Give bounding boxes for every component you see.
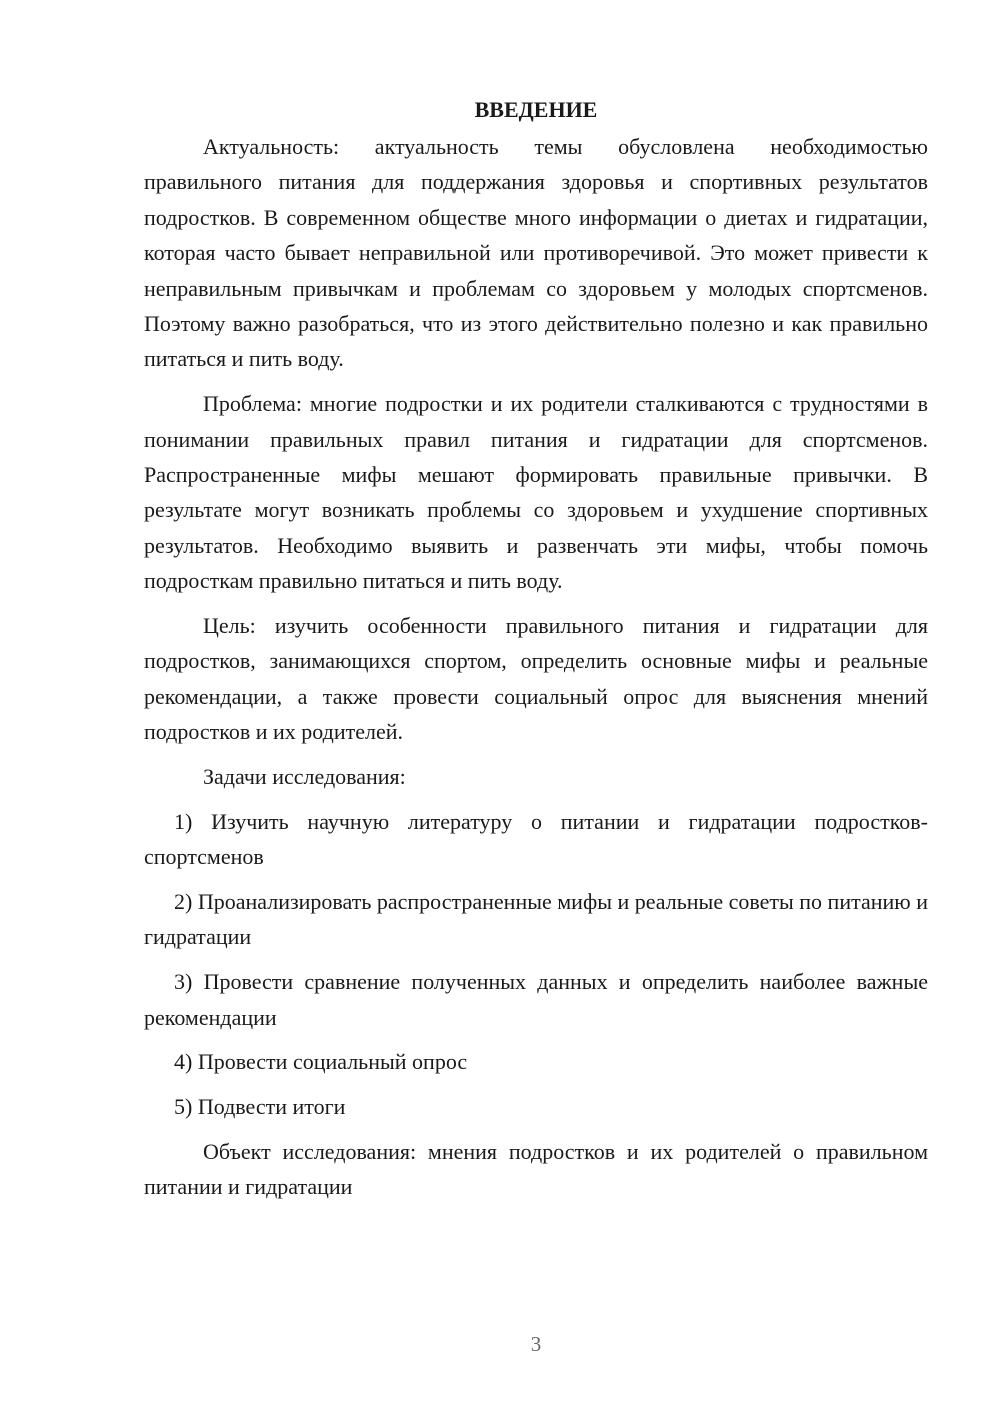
problem-paragraph: Проблема: многие подростки и их родители сталкиваются с трудностями в понимании правильных правил питания и гидратации для спортсменов. Распространенные мифы мешают формировать правильные привычки. В результате могут возникать проблемы со здоровьем и ухудшение спортивных результатов. Необходимо выявить и развенчать эти мифы, чтобы помочь подросткам правильно питаться и пить воду. bbox=[144, 391, 928, 594]
tasks-heading: Задачи исследования: bbox=[203, 764, 406, 790]
task-item: 4) Провести социальный опрос bbox=[174, 1049, 468, 1075]
goal-paragraph: Цель: изучить особенности правильного питания и гидратации для подростков, занимающихся спортом, определить основные мифы и реальные рекомендации, а также провести социальный опрос для выяснения мнений подростков и их родителей. bbox=[144, 613, 928, 745]
tasks-list bbox=[144, 804, 928, 1125]
object-paragraph: Объект исследования: мнения подростков и их родителей о правильном питании и гидратации bbox=[144, 1139, 928, 1200]
page-number: 3 bbox=[530, 1332, 542, 1356]
task-item: 5) Подвести итоги bbox=[174, 1094, 346, 1120]
task-item: 3) Провести сравнение полученных данных и определить наиболее важные рекомендации bbox=[144, 969, 928, 1030]
relevance-paragraph: Актуальность: актуальность темы обусловлена необходимостью правильного питания для поддержания здоровья и спортивных результатов подростков. В современном обществе много информации о диетах и гидратации, которая часто бывает неправильной или противоречивой. Это может привести к неправильным привычкам и проблемам со здоровьем у молодых спортсменов. Поэтому важно разобраться, что из этого действительно полезно и как правильно питаться и пить воду. bbox=[144, 134, 928, 372]
document-page bbox=[144, 92, 928, 1214]
task-item: 1) Изучить научную литературу о питании и гидратации подростков-спортсменов bbox=[144, 808, 928, 870]
task-item: 2) Проанализировать распространенные мифы и реальные советы по питанию и гидратации bbox=[144, 889, 928, 950]
section-title: ВВЕДЕНИЕ bbox=[474, 97, 598, 122]
